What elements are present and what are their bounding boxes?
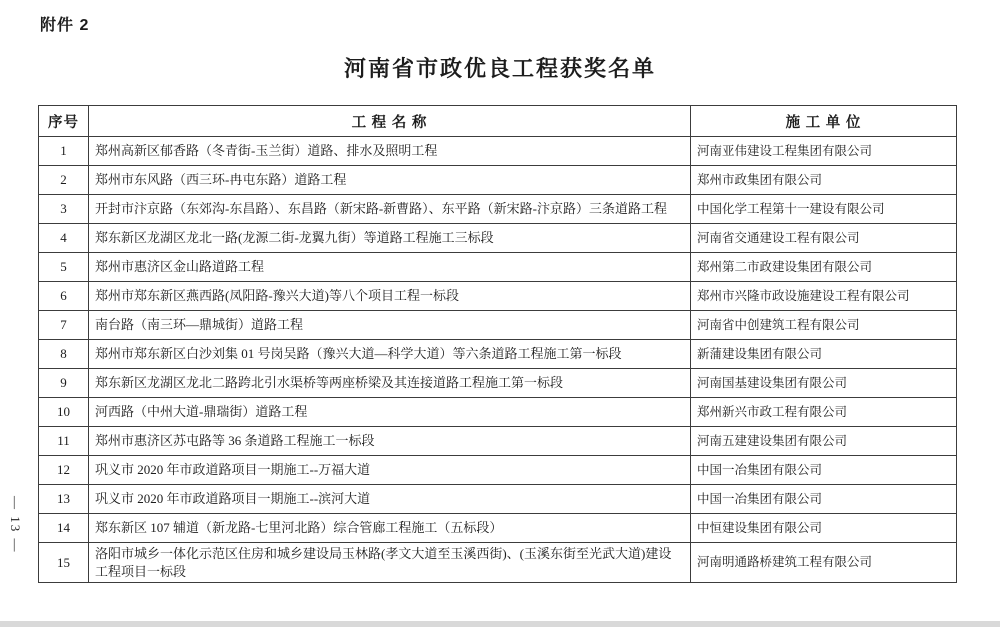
contractor-cell: 河南五建建设集团有限公司 [691, 427, 957, 456]
project-name-cell: 郑州市惠济区金山路道路工程 [89, 253, 691, 282]
table-row [39, 514, 957, 543]
project-name-cell: 郑东新区龙湖区龙北一路(龙源二街-龙翼九街）等道路工程施工三标段 [89, 224, 691, 253]
index-cell: 4 [39, 224, 89, 253]
contractor-cell: 中国化学工程第十一建设有限公司 [691, 195, 957, 224]
table-row [39, 311, 957, 340]
project-name-cell: 河西路（中州大道-鼎瑞街）道路工程 [89, 398, 691, 427]
index-cell: 1 [39, 137, 89, 166]
contractor-cell: 郑州市政集团有限公司 [691, 166, 957, 195]
index-cell: 11 [39, 427, 89, 456]
contractor-cell: 新蒲建设集团有限公司 [691, 340, 957, 369]
table-body [39, 137, 957, 583]
project-name-cell: 郑东新区龙湖区龙北二路跨北引水渠桥等两座桥梁及其连接道路工程施工第一标段 [89, 369, 691, 398]
project-name-cell: 郑州高新区郁香路（冬青街-玉兰街）道路、排水及照明工程 [89, 137, 691, 166]
contractor-cell: 中国一冶集团有限公司 [691, 485, 957, 514]
index-cell: 7 [39, 311, 89, 340]
index-cell: 5 [39, 253, 89, 282]
award-table [38, 105, 957, 583]
contractor-cell: 河南国基建设集团有限公司 [691, 369, 957, 398]
project-name-cell: 南台路（南三环—鼎城街）道路工程 [89, 311, 691, 340]
project-name-cell: 巩义市 2020 年市政道路项目一期施工--滨河大道 [89, 485, 691, 514]
table-row [39, 543, 957, 583]
contractor-cell: 河南明通路桥建筑工程有限公司 [691, 543, 957, 583]
header-contractor: 施 工 单 位 [691, 106, 957, 137]
table-row [39, 340, 957, 369]
index-cell: 10 [39, 398, 89, 427]
index-cell: 14 [39, 514, 89, 543]
project-name-cell: 开封市汴京路（东郊沟-东昌路）、东昌路（新宋路-新曹路）、东平路（新宋路-汴京路）三条道路工程 [89, 195, 691, 224]
contractor-cell: 郑州市兴隆市政设施建设工程有限公司 [691, 282, 957, 311]
project-name-cell: 郑州市郑东新区白沙刘集 01 号岗吴路（豫兴大道—科学大道）等六条道路工程施工第一标段 [89, 340, 691, 369]
index-cell: 2 [39, 166, 89, 195]
contractor-cell: 中恒建设集团有限公司 [691, 514, 957, 543]
index-cell: 9 [39, 369, 89, 398]
project-name-cell: 郑州市郑东新区燕西路(凤阳路-豫兴大道)等八个项目工程一标段 [89, 282, 691, 311]
table-row [39, 166, 957, 195]
contractor-cell: 郑州新兴市政工程有限公司 [691, 398, 957, 427]
index-cell: 13 [39, 485, 89, 514]
table-row [39, 369, 957, 398]
table-row [39, 398, 957, 427]
table-row [39, 224, 957, 253]
index-cell: 12 [39, 456, 89, 485]
header-project-name: 工 程 名 称 [89, 106, 691, 137]
project-name-cell: 洛阳市城乡一体化示范区住房和城乡建设局玉林路(孝文大道至玉溪西街)、(玉溪东街至光武大道)建设工程项目一标段 [89, 543, 691, 583]
table-row [39, 195, 957, 224]
index-cell: 6 [39, 282, 89, 311]
project-name-cell: 郑州市惠济区苏屯路等 36 条道路工程施工一标段 [89, 427, 691, 456]
index-cell: 3 [39, 195, 89, 224]
contractor-cell: 河南亚伟建设工程集团有限公司 [691, 137, 957, 166]
attachment-label: 附件 2 [40, 17, 90, 34]
index-cell: 8 [39, 340, 89, 369]
contractor-cell: 郑州第二市政建设集团有限公司 [691, 253, 957, 282]
contractor-cell: 河南省交通建设工程有限公司 [691, 224, 957, 253]
project-name-cell: 郑东新区 107 辅道（新龙路-七里河北路）综合管廊工程施工（五标段） [89, 514, 691, 543]
contractor-cell: 中国一冶集团有限公司 [691, 456, 957, 485]
header-index: 序号 [39, 106, 89, 137]
table-header-row [39, 106, 957, 137]
table-row [39, 427, 957, 456]
table-row [39, 253, 957, 282]
index-cell: 15 [39, 543, 89, 583]
project-name-cell: 郑州市东风路（西三环-冉屯东路）道路工程 [89, 166, 691, 195]
table-row [39, 456, 957, 485]
table-row [39, 485, 957, 514]
contractor-cell: 河南省中创建筑工程有限公司 [691, 311, 957, 340]
table-row [39, 137, 957, 166]
page-number: — 13 — [8, 495, 23, 554]
table-row [39, 282, 957, 311]
project-name-cell: 巩义市 2020 年市政道路项目一期施工--万福大道 [89, 456, 691, 485]
page-title: 河南省市政优良工程获奖名单 [343, 56, 656, 81]
